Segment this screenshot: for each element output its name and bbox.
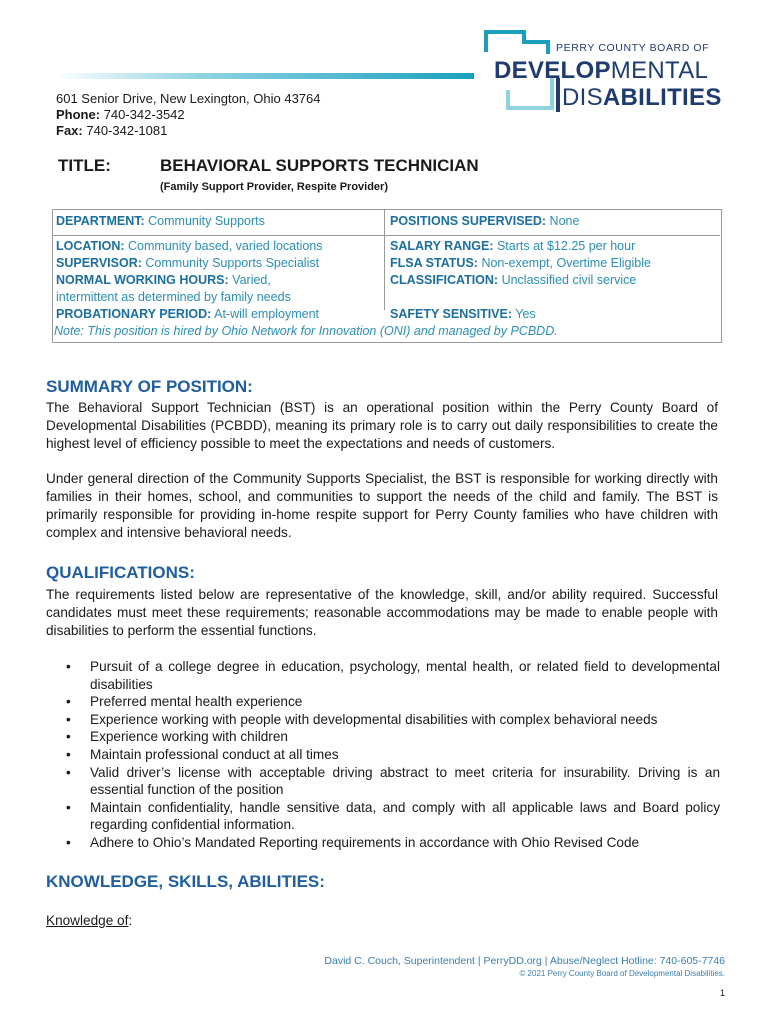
qualifications-intro: The requirements listed below are representative of the knowledge, skill, and/or ability required. Successful candidates must meet these requirements; reasonable accommodations may be made to enable people with disabilities to perform the essential functions. <box>46 587 718 638</box>
list-item: • Adhere to Ohio’s Mandated Reporting requirements in accordance with Ohio Revised Code <box>66 834 640 850</box>
list-item: • Preferred mental health experience <box>66 694 303 710</box>
logo-line-2: DISABILITIES <box>562 84 722 111</box>
page-title: BEHAVIORAL SUPPORTS TECHNICIAN <box>160 156 479 175</box>
flsa-cell: FLSA STATUS: Non-exempt, Overtime Eligible <box>390 256 651 270</box>
header-gradient-bar <box>54 73 474 79</box>
positions-supervised-cell: POSITIONS SUPERVISED: None <box>390 214 580 228</box>
qualifications-list <box>64 658 720 852</box>
logo-line-1: DEVELOPMENTAL <box>494 57 709 84</box>
probation-cell: PROBATIONARY PERIOD: At-will employment <box>56 307 320 321</box>
table-divider <box>52 235 720 236</box>
list-item: • Experience working with children <box>66 729 288 745</box>
qualifications-heading: QUALIFICATIONS: <box>46 563 195 582</box>
address-line: 601 Senior Drive, New Lexington, Ohio 43764 <box>56 91 321 106</box>
table-note: Note: This position is hired by Ohio Network for Innovation (ONI) and managed by PCBDD. <box>54 324 558 338</box>
supervisor-cell: SUPERVISOR: Community Supports Specialist <box>56 256 320 270</box>
title-label: TITLE: <box>58 156 111 175</box>
working-hours-cont: intermittent as determined by family needs <box>56 290 291 304</box>
summary-paragraph-1: The Behavioral Support Technician (BST) is an operational position within the Perry County Board of Developmental Disabilities (PCBDD), meaning its primary role is to carry out daily responsibilities to create the highest level of efficiency possible to meet the expectations and needs of customers. <box>46 400 718 451</box>
footer-copyright: © 2021 Perry County Board of Developmental Disabilities. <box>519 969 725 978</box>
footer-contact: David C. Couch, Superintendent | PerryDD.org | Abuse/Neglect Hotline: 740-605-7746 <box>324 955 725 967</box>
phone-line: Phone: 740-342-3542 <box>56 107 185 122</box>
list-item: • Valid driver’s license with acceptable driving abstract to meet criteria for insurability. Driving is an essential function of the position <box>66 764 720 798</box>
list-item: • Maintain confidentiality, handle sensitive data, and comply with all applicable laws and Board policy regarding confidential information. <box>66 799 720 833</box>
fax-line: Fax: 740-342-1081 <box>56 123 168 138</box>
safety-cell: SAFETY SENSITIVE: Yes <box>390 307 536 321</box>
summary-heading: SUMMARY OF POSITION: <box>46 377 253 396</box>
page-number: 1 <box>719 988 725 998</box>
title-subtitle: (Family Support Provider, Respite Provider) <box>160 181 388 193</box>
knowledge-subheading: Knowledge of: <box>46 913 133 928</box>
ksa-heading: KNOWLEDGE, SKILLS, ABILITIES: <box>46 872 325 891</box>
logo-org-name: PERRY COUNTY BOARD OF <box>556 42 710 54</box>
summary-paragraph-2: Under general direction of the Community Supports Specialist, the BST is responsible for working directly with families in their homes, school, and communities to support the needs of the child and family. The BST is primarily responsible for providing in-home respite support for Perry County families who have children with complex and intensive behavioral needs. <box>46 471 718 540</box>
list-item: • Pursuit of a college degree in education, psychology, mental health, or related field to developmental disabilities <box>66 659 720 692</box>
classification-cell: CLASSIFICATION: Unclassified civil service <box>390 273 637 287</box>
location-cell: LOCATION: Community based, varied locations <box>56 239 323 253</box>
working-hours-cell: NORMAL WORKING HOURS: Varied, <box>56 273 271 287</box>
list-item: • Maintain professional conduct at all times <box>66 746 339 762</box>
table-divider <box>384 209 385 310</box>
salary-cell: SALARY RANGE: Starts at $12.25 per hour <box>390 239 636 253</box>
list-item: • Experience working with people with developmental disabilities with complex behavioral needs <box>66 711 658 727</box>
department-cell: DEPARTMENT: Community Supports <box>56 214 265 228</box>
